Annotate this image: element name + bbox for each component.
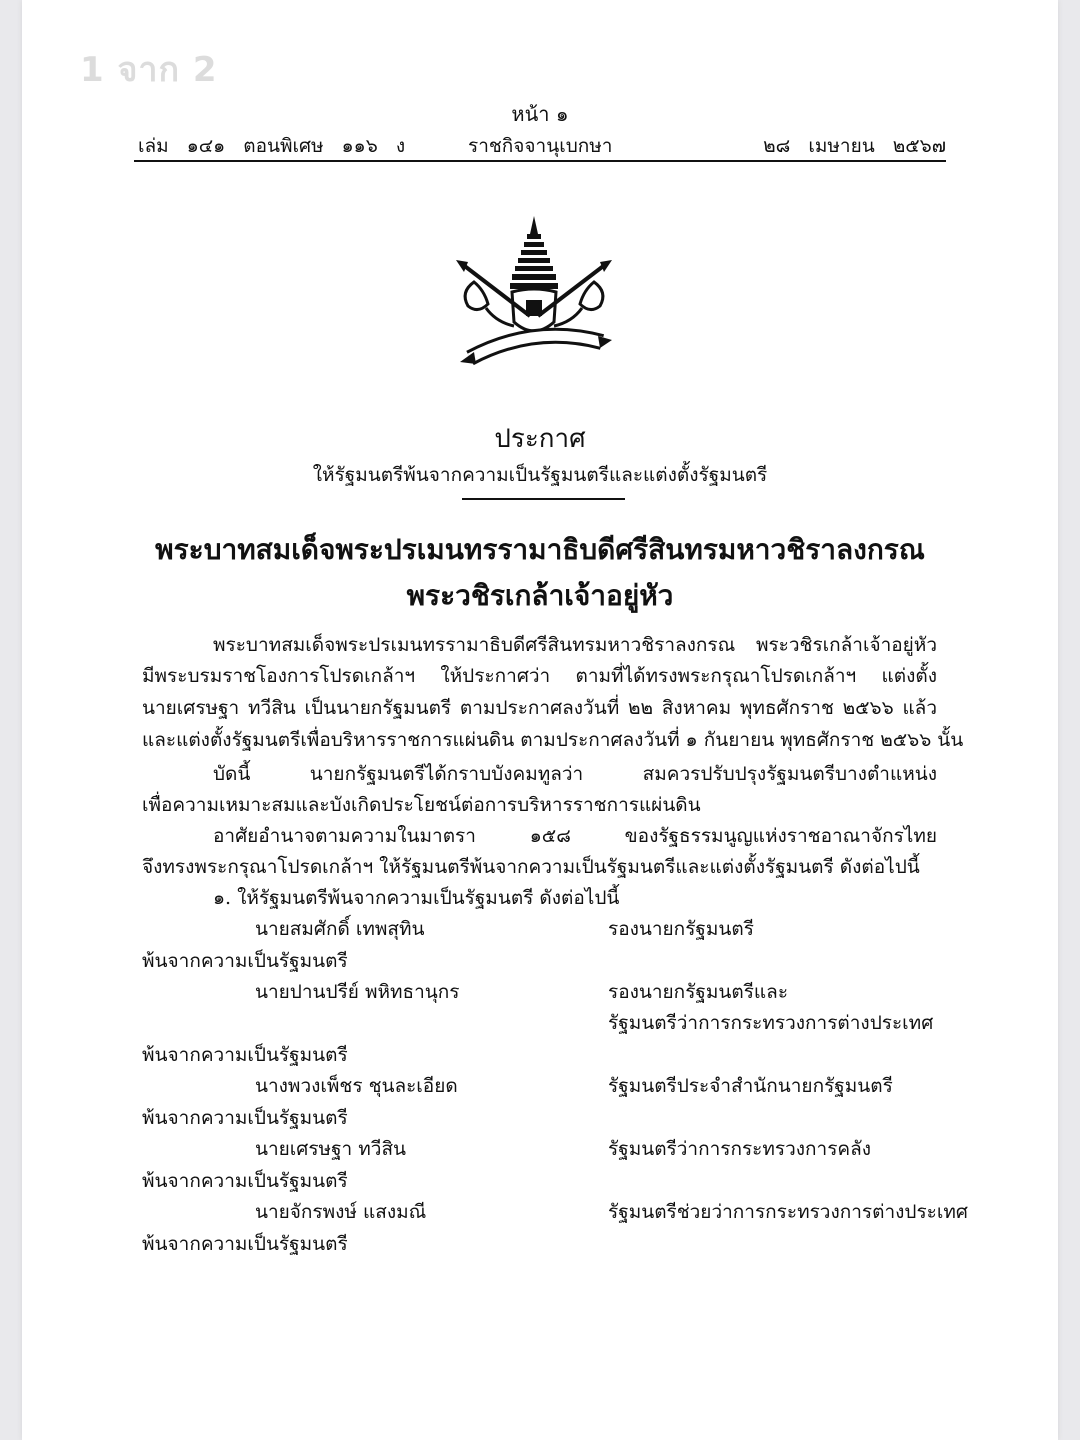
paragraph-2-line-1: บัดนี้ นายกรัฐมนตรีได้กราบบังคมทูลว่า สมควรปรับปรุงรัฐมนตรีบางตำแหน่ง xyxy=(213,763,937,785)
minister-position: รัฐมนตรีช่วยว่าการกระทรวงการต่างประเทศ xyxy=(608,1201,968,1223)
minister-result: พ้นจากความเป็นรัฐมนตรี xyxy=(142,1107,348,1129)
minister-name: นายจักรพงษ์ แสงมณี xyxy=(255,1201,427,1223)
minister-result: พ้นจากความเป็นรัฐมนตรี xyxy=(142,1170,348,1192)
paragraph-1-line-1: พระบาทสมเด็จพระปรเมนทรรามาธิบดีศรีสินทรมหาวชิราลงกรณ พระวชิรเกล้าเจ้าอยู่หัว xyxy=(213,634,937,656)
king-name-line2: พระวชิรเกล้าเจ้าอยู่หัว xyxy=(406,579,674,612)
minister-result: พ้นจากความเป็นรัฐมนตรี xyxy=(142,1044,348,1066)
paragraph-2-line-2: เพื่อความเหมาะสมและบังเกิดประโยชน์ต่อการบริหารราชการแผ่นดิน xyxy=(142,794,701,816)
paragraph-3-line-1: อาศัยอำนาจตามความในมาตรา ๑๕๘ ของรัฐธรรมนูญแห่งราชอาณาจักรไทย xyxy=(213,825,937,847)
minister-result: พ้นจากความเป็นรัฐมนตรี xyxy=(142,950,348,972)
paragraph-1-line-3: นายเศรษฐา ทวีสิน เป็นนายกรัฐมนตรี ตามประกาศลงวันที่ ๒๒ สิงหาคม พุทธศักราช ๒๕๖๖ แล้ว xyxy=(142,697,937,719)
document-page xyxy=(22,0,1058,1440)
paragraph-1-line-4: และแต่งตั้งรัฐมนตรีเพื่อบริหารราชการแผ่นดิน ตามประกาศลงวันที่ ๑ กันยายน พุทธศักราช ๒๕๖๖ นั้น xyxy=(142,729,964,751)
gazette-header xyxy=(138,131,946,161)
minister-position: รัฐมนตรีว่าการกระทรวงการคลัง xyxy=(608,1138,872,1160)
paragraph-3-line-2: จึงทรงพระกรุณาโปรดเกล้าฯ ให้รัฐมนตรีพ้นจากความเป็นรัฐมนตรีและแต่งตั้งรัฐมนตรี ดังต่อไปนี้ xyxy=(142,856,920,878)
minister-position: รองนายกรัฐมนตรีและ xyxy=(608,981,789,1003)
minister-result: พ้นจากความเป็นรัฐมนตรี xyxy=(142,1233,348,1255)
page-number: หน้า ๑ xyxy=(511,102,569,126)
page-indicator: 1 จาก 2 xyxy=(80,50,218,90)
gazette-date: ๒๘ เมษายน ๒๕๖๗ xyxy=(763,135,946,157)
minister-name: นางพวงเพ็ชร ชุนละเอียด xyxy=(255,1075,458,1097)
announcement-subtitle: ให้รัฐมนตรีพ้นจากความเป็นรัฐมนตรีและแต่งตั้งรัฐมนตรี xyxy=(312,464,768,486)
volume-info: เล่ม ๑๔๑ ตอนพิเศษ ๑๑๖ ง xyxy=(138,135,406,157)
paragraph-1-line-2: มีพระบรมราชโองการโปรดเกล้าฯ ให้ประกาศว่า ตามที่ได้ทรงพระกรุณาโปรดเกล้าฯ แต่งตั้ง xyxy=(142,665,937,687)
royal-garuda-emblem-icon xyxy=(434,212,634,372)
minister-position: รัฐมนตรีประจำสำนักนายกรัฐมนตรี xyxy=(608,1075,893,1097)
minister-name: นายปานปรีย์ พหิทธานุกร xyxy=(255,981,460,1003)
minister-position: รองนายกรัฐมนตรี xyxy=(608,918,754,940)
king-name-line1: พระบาทสมเด็จพระปรเมนทรรามาธิบดีศรีสินทรมหาวชิราลงกรณ xyxy=(155,533,925,566)
gazette-name: ราชกิจจานุเบกษา xyxy=(468,135,613,157)
minister-position-cont: รัฐมนตรีว่าการกระทรวงการต่างประเทศ xyxy=(608,1012,934,1034)
item-1-heading: ๑. ให้รัฐมนตรีพ้นจากความเป็นรัฐมนตรี ดังต่อไปนี้ xyxy=(213,887,620,909)
minister-name: นายเศรษฐา ทวีสิน xyxy=(255,1138,407,1160)
announcement-title: ประกาศ xyxy=(494,424,586,454)
header-divider xyxy=(134,160,946,162)
title-divider xyxy=(462,498,625,500)
minister-name: นายสมศักดิ์ เทพสุทิน xyxy=(255,918,425,940)
